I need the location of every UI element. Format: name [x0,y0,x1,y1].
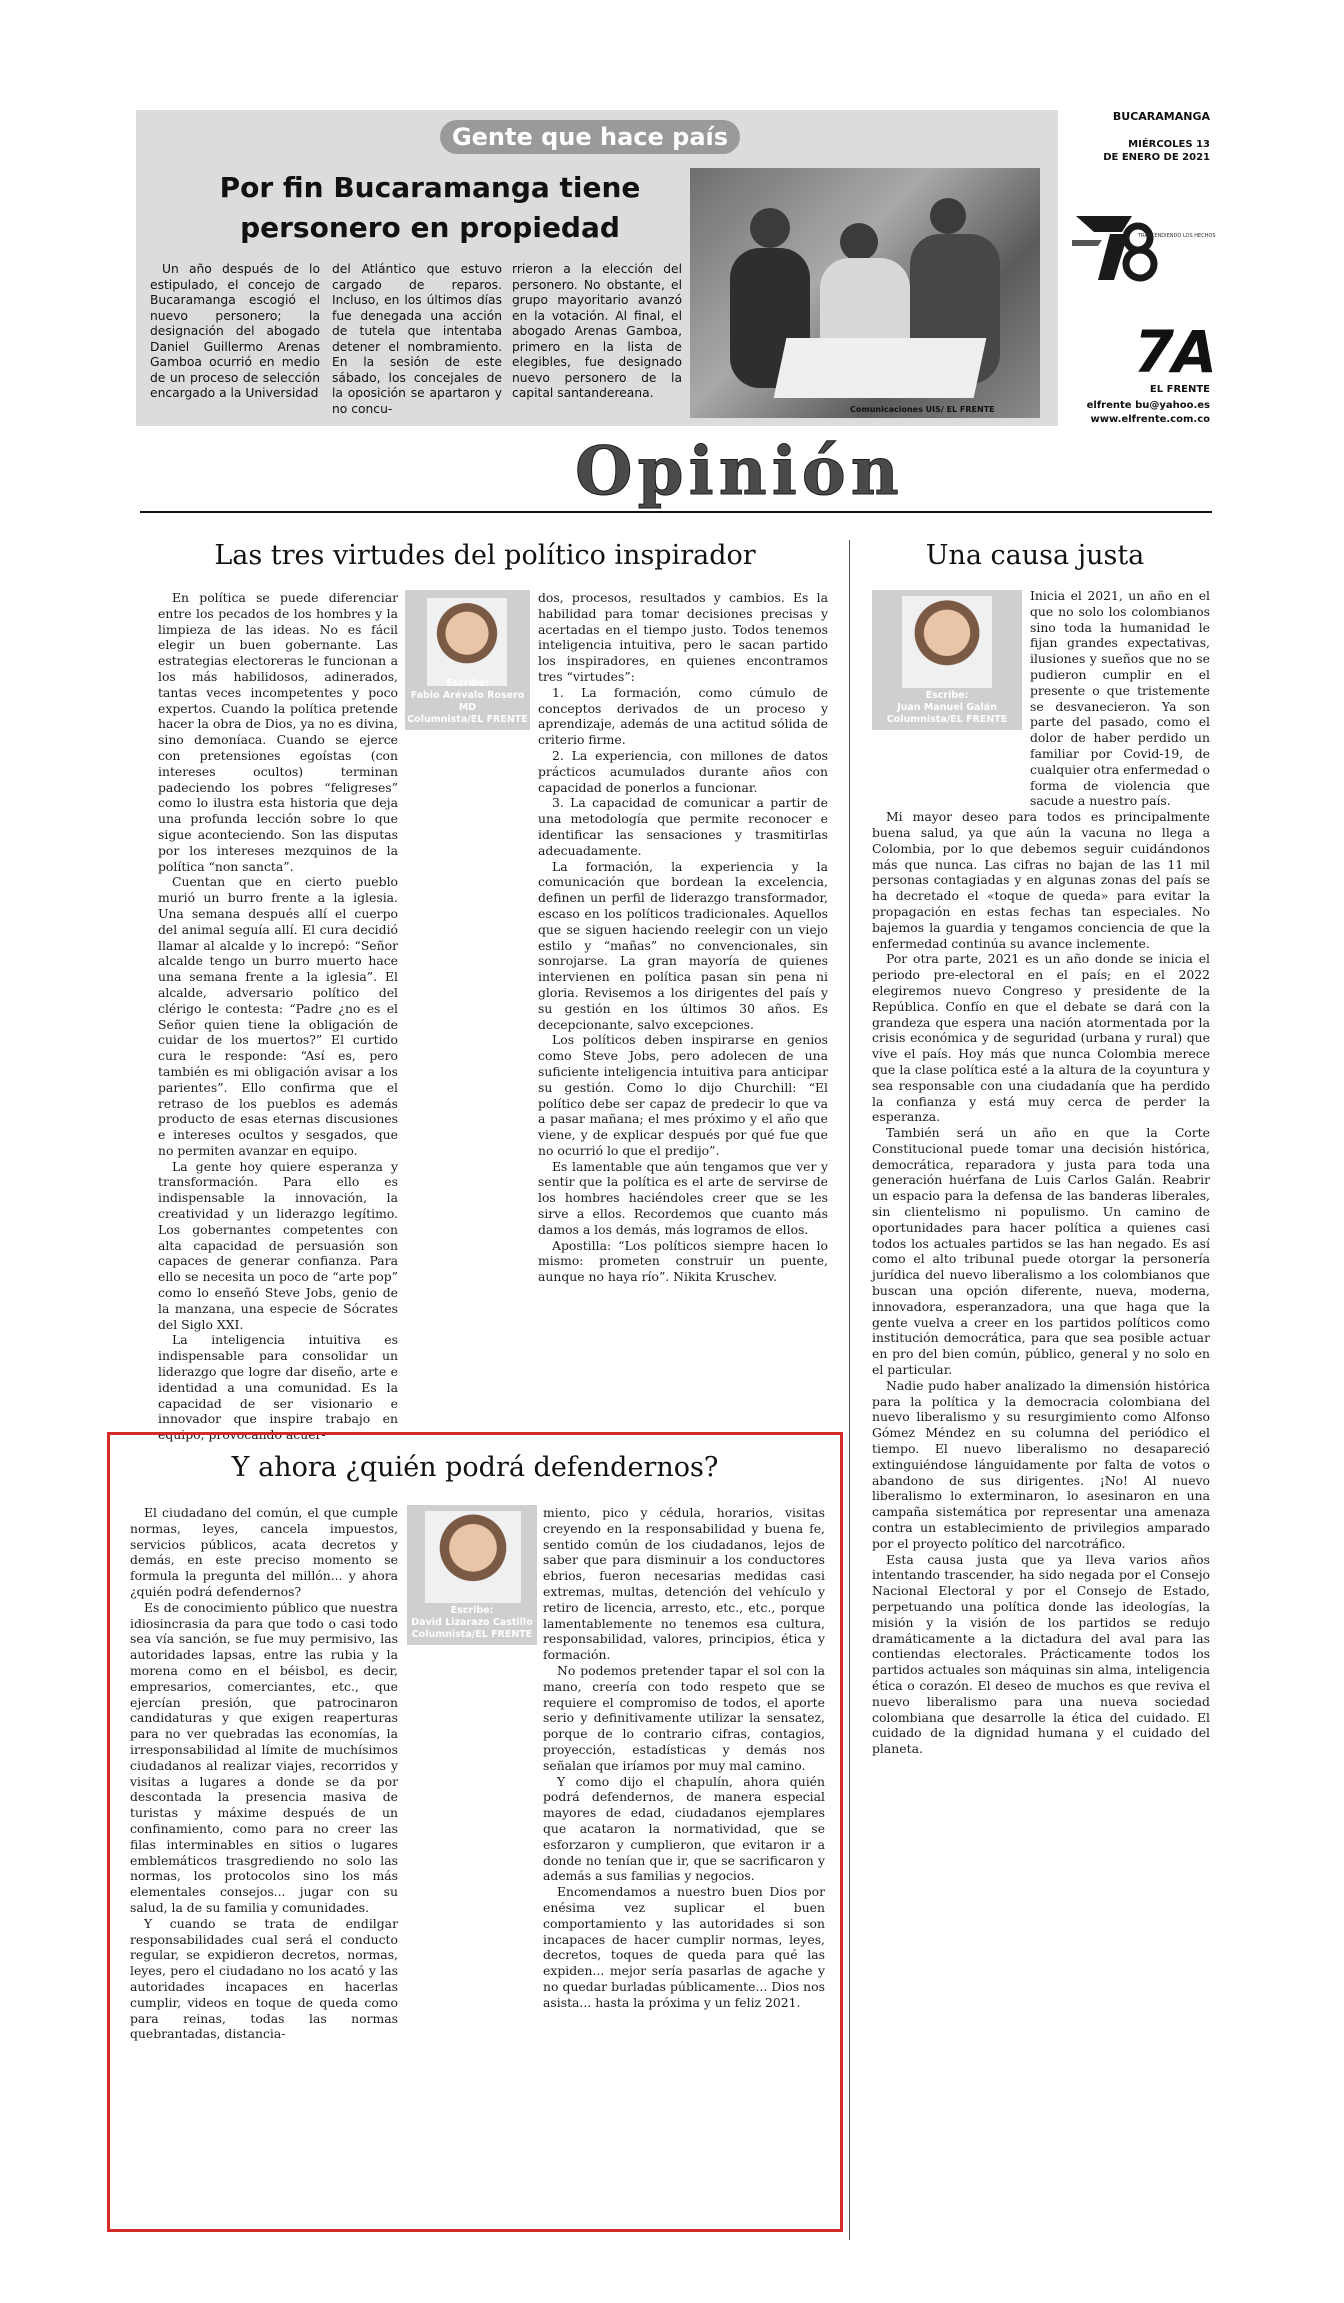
author-photo [425,1511,521,1603]
banner-col-2 [332,262,502,417]
author-name: David Lizarazo Castillo [411,1617,533,1628]
article-1-paragraph: Cuentan que en cierto pueblo murió un burro frente a la iglesia. Una semana después allí el cuerpo del animal seguía allí. El cura decidió llamar al alcalde y lo increpó: “Señor alcalde tengo un burro muerto hace una semana frente a la iglesia”. El alcalde, adversario político del clérigo le contesta: “Padre ¿no es el Señor quien tiene la obligación de cuidar de los muertos?” El curtido cura le responde: “Así es, pero también es mi obligación avisar a los parientes”. Ello confirma que el retraso de los pueblos es además producto de esas eternas discusiones e intereses ocultos y sesgados, que no permiten avanzar en equipo. [158,874,398,1158]
article-1-paragraph: Apostilla: “Los políticos siempre hacen lo mismo: prometen construir un puente, aunque no haya río”. Nikita Kruschev. [538,1237,828,1285]
article-3-paragraph: Y cuando se trata de endilgar responsabilidades cual será el conducto regular, se expidieron decretos, normas, leyes, pero el ciudadano no los acató y las autoridades incapaces en hacerlas cumplir, videos en toque de queda como para reinas, todas las normas quebrantadas, distancia- [130,1915,398,2042]
author-label: Escribe: [450,1605,494,1616]
banner-col-1-text: Un año después de lo estipulado, el concejo de Bucaramanga escogió el nuevo personero; la designación del abogado Daniel Guillermo Arenas Gamboa ocurrió en medio de un proceso de selección encargado a la Universidad [150,262,320,400]
newspaper-logo [1072,210,1192,284]
banner-col-2-text: del Atlántico que estuvo cargado de reparos. Incluso, en los últimos días fue denegada una acción de tutela que intentaba detener el nombramiento. En la sesión de este sábado, los concejales de la oposición se apartaron y no concu- [332,262,502,416]
article-2-paragraph: Por otra parte, 2021 es un año donde se inicia el periodo pre-electoral en el país; en el 2022 elegiremos nuevo Congreso y presidente de la República. Confío en que el debate se dará con la grandeza que espera una nación atormentada por la crisis económica y de seguridad (urbana y rural) que vive el país. Hoy más que nunca Colombia merece que la clase política esté a la altura de la coyuntura y sea responsable con una ciudadanía que ha perdido la confianza y está muy cerca de perder la esperanza. [872,951,1210,1125]
article-2-paragraph: También será un año en que la Corte Constitucional puede tomar una decisión histórica, democrática, reparadora y justa para toda una generación huérfana de Luis Carlos Galán. Reabrir un espacio para la defensa de las banderas liberales, sin clientelismo ni populismo. Un camino de oportunidades para hacer política a quienes casi todos los actuales partidos se las han negado. Es así como el alto tribunal puede otorgar la personería jurídica del nuevo liberalismo a los colombianos que buscan una opción diferente, nueva, moderna, innovadora, esperanzadora, una que haga que la gente vuelva a creer en los partidos políticos como institución democrática, para que sea posible actuar en pro del bien común, público, general y no solo en el particular. [872,1125,1210,1378]
article-2-body [872,588,1210,1757]
banner-photo [690,168,1040,418]
article-3-paragraph: miento, pico y cédula, horarios, visitas creyendo en la responsabilidad y buena fe, sentido común de los ciudadanos, lejos de saber que para disminuir a los conductores ebrios, fueron necesarias medidas casi extremas, multas, detención del vehículo y retiro de licencia, arresto, etc., etc., porque lamentablemente no tenemos esa cultura, responsabilidad, valores, principios, ética y formación. [543,1505,825,1663]
article-2-paragraph: Mi mayor deseo para todos es principalmente buena salud, ya que aún la vacuna no llega a Colombia, por lo que debemos seguir cuidándonos más que nunca. Las cifras no bajan de las 11 mil personas contagiadas y en algunas zonas del país se ha decretado el «toque de queda» para evitar la propagación en estas fechas tan especiales. No bajemos la guardia y tengamos conciencia de que la enfermedad continúa su avance inclemente. [872,809,1210,951]
author-role: Columnista/EL FRENTE [886,714,1008,725]
article-1-paragraph: Es lamentable que aún tengamos que ver y sentir que la política es el arte de servirse de los hombres haciéndoles creer que se les sirve a ellos. Recordemos que cuanto más damos a los demás, más logramos de ellos. [538,1158,828,1237]
logo-tagline: TRASCENDIENDO LOS HECHOS [1138,233,1216,239]
article-3-paragraph: El ciudadano del común, el que cumple normas, leyes, cancela impuestos, servicios públicos, acata decretos y demás, en este preciso momento se formula la pregunta del millón... y ahora ¿quién podrá defendernos? [130,1505,398,1599]
author-box-arevalo [405,590,530,730]
article-1-paragraph: La inteligencia intuitiva es indispensable para consolidar un liderazgo que logre dar diseño, arte e identidad a una comunidad. Es la capacidad de ser visionario e innovador que inspire trabajo en equipo, provocando acuer- [158,1332,398,1443]
article-3-paragraph: Es de conocimiento público que nuestra idiosincrasia da para que todo o casi todo sea vía sanción, se fue muy permisivo, las autoridades lapsas, entre las rubia y la morena como en el béisbol, es decir, empresarios, comerciantes, etc., que ejercían presión, que patrocinaron candidaturas y que exigen reaperturas para no ver quebradas las economías, la irresponsabilidad al límite de muchísimos ciudadanos al realizar viajes, recorridos y visitas a lugares a donde se da por descontada la presencia masiva de turistas y máxime después de un confinamiento, como para no creer las filas interminables en sitios o lugares emblemáticos trasgrediendo no solo las normas, los protocolos sino los más elementales consejos... jugar con su salud, la de su familia y comunidades. [130,1599,398,1915]
article-2-title: Una causa justa [925,540,1145,571]
column-divider [849,540,850,2240]
author-role: Columnista/EL FRENTE [407,714,528,725]
article-1-paragraph: En política se puede diferenciar entre los pecados de los hombres y la limpieza de las ideas. No es fácil elegir un buen gobernante. Las estrategias electoreras le funcionan a los más habilidosos, adinerados, tantas veces incompetentes y poco expertos. Cuando la política pretende hacer la obra de Dios, ya no es divina, sino demoníaca. Cuando se ejerce con pretensiones egoístas (con intereses ocultos) terminan padeciendo los pobres “feligreses” como lo ilustra esta historia que deja una profunda lección sobre lo que sigue aconteciendo. Son las disputas por los intereses mezquinos de la política “non sancta”. [158,590,398,874]
banner-kicker: Gente que hace país [440,120,740,154]
article-2-paragraph: Nadie pudo haber analizado la dimensión histórica para la política y la democracia colombiana del nuevo liberalismo y su resurgimiento como Alfonso Gómez Méndez en su columna del periódico el tiempo. El nuevo liberalismo no desapareció extinguiéndose lánguidamente por falta de votos o abandono de sus dirigentes. ¡No! Al nuevo liberalismo lo exterminaron, lo asesinaron en una campaña sistemática por representar una amenaza contra un establecimiento de privilegios amparado por el proyecto político del narcotráfico. [872,1377,1210,1551]
author-caption [407,1605,537,1641]
header-date-line1: MIÉRCOLES 13 [1128,139,1210,150]
article-1-paragraph: dos, procesos, resultados y cambios. Es la habilidad para tomar decisiones precisas y acertadas en el tiempo justo. Todos tenemos inteligencia intuitiva, pero le sacan partido los inspiradores, en quienes encontramos tres “virtudes”: [538,590,828,684]
author-role: Columnista/EL FRENTE [411,1629,533,1640]
banner-col-1 [150,262,320,402]
article-1-paragraph: Los políticos deben inspirarse en genios como Steve Jobs, pero adolecen de una suficiente inteligencia intuitiva para anticipar su gestión. Como lo dijo Churchill: “El político debe ser capaz de predecir lo que va a pasar mañana; el mes próximo y el año que viene, y de explicar después por qué fue que no ocurrió lo que el predijo”. [538,1032,828,1158]
article-3-paragraph: Y como dijo el chapulín, ahora quién podrá defendernos, de manera especial mayores de edad, ciudadanos ejemplares que acataron la normatividad, que se esforzaron y cumplieron, que evitaron ir a donde no tenían que ir, que se sacrificaron y además a sus familias y negocios. [543,1773,825,1884]
author-box-lizarazo [407,1505,537,1645]
article-2-paragraph: Esta causa justa que ya lleva varios años intentando trascender, ha sido negada por el Consejo Nacional Electoral y por el Consejo de Estado, perpetuando una política donde las ideologías, la misión y la visión de los partidos se redujo dramáticamente a la dictadura del aval para las contiendas electorales. Prácticamente todos los partidos actuales son máquinas sin alma, inteligencia ética o corazón. El deseo de muchos es que reviva el nuevo liberalismo para una nueva sociedad colombiana que desarrolle la ética del cuidado. El cuidado de la dignidad humana y el cuidado del planeta. [872,1551,1210,1757]
author-label: Escribe: [925,690,969,701]
author-label: Escribe: [446,678,489,689]
header-date-line2: DE ENERO DE 2021 [1103,152,1210,163]
article-1-paragraph: La gente hoy quiere esperanza y transformación. Para ello es indispensable la innovación, la creatividad y un liderazgo legítimo. Los gobernantes competentes con alta capacidad de persuasión son capaces de generar confianza. Para ello se necesita un poco de “arte pop” como lo enseñó Steve Jobs, genio de la manzana, una especie de Sócrates del Siglo XXI. [158,1158,398,1332]
author-name: Juan Manuel Galán [897,702,997,713]
article-3-paragraph: No podemos pretender tapar el sol con la mano, creería con todo respeto que se requiere el compromiso de todos, el aporte serio y definitivamente utilizar la sensatez, porque de lo contrario cifras, contagios, proyección, estadísticas y demás nos señalan que iríamos por muy mal camino. [543,1662,825,1773]
section-title: Opinión [575,432,904,510]
photo-credit: Comunicaciones UIS/ EL FRENTE [850,405,995,414]
article-2-paragraph: Inicia el 2021, un año en el que no solo los colombianos sino toda la humanidad le fijan grandes expectativas, ilusiones y sueños que no se pudieron cumplir en el presente o que tristemente se desvanecieron. Ya son parte del pasado, como el dolor de haber perdido un familiar por Covid-19, de cualquier otra enfermedad o forma de violencia que sacude a nuestro país. [1030,588,1210,809]
page-number: 7A [1133,318,1215,386]
banner-col-3-text: rrieron a la elección del personero. No obstante, el grupo mayoritario avanzó en la votación. Al final, el abogado Arenas Gamboa, primero en la lista de elegibles, fue designado nuevo personero de la capital santandereana. [512,262,682,400]
article-1-col-2 [538,590,828,1285]
article-1-paragraph: La formación, la experiencia y la comunicación que bordean la excelencia, definen un perfil de liderazgo transformador, escaso en los políticos tradicionales. Aquellos que se siguen haciendo reelegir con un viejo estilo y “mañas” no convencionales, sin sonrojarse. La gran mayoría de quienes intervienen en política pasan sin pena ni gloria. Revisemos a los dirigentes del país y su gestión en los últimos 30 años. Es decepcionante, salvo excepciones. [538,858,828,1032]
article-3-paragraph: Encomendamos a nuestro buen Dios por enésima vez suplicar el buen comportamiento y las autoridades si son incapaces de hacer cumplir normas, leyes, decretos, toques de queda para qué las expiden... mejor sería pasarlas de agache y no quedar burladas públicamente... Dios nos asista... hasta la próxima y un feliz 2021. [543,1884,825,2010]
article-3-col-2 [543,1505,825,2011]
banner-col-3 [512,262,682,402]
author-name: Fabio Arévalo Rosero MD [410,690,525,713]
author-caption [405,678,530,726]
article-3-col-1 [130,1505,398,2042]
paper-name: EL FRENTE [1149,384,1210,395]
section-rule [140,511,1212,513]
article-1-paragraph: 3. La capacidad de comunicar a partir de una metodología que permite reconocer e identificar las sensaciones y trasmitirlas adecuadamente. [538,795,828,858]
article-1-col-1 [158,590,398,1443]
paper-website[interactable]: www.elfrente.com.co [1090,414,1210,425]
header-date [1060,138,1210,164]
banner-title: Por fin Bucaramanga tiene personero en propiedad [219,171,641,244]
paper-email[interactable]: elfrente bu@yahoo.es [1086,400,1210,411]
article-1-paragraph: 1. La formación, como cúmulo de conceptos derivados de un proceso y aprendizaje, además de una actitud sólida de criterio firme. [538,684,828,748]
article-1-paragraph: 2. La experiencia, con millones de datos prácticos acumulados durante años con capacidad de ponerlos a funcionar. [538,747,828,795]
header-city: BUCARAMANGA [1112,110,1210,123]
article-1-title: Las tres virtudes del político inspirador [214,540,756,571]
author-photo [427,598,507,686]
article-3-title: Y ahora ¿quién podrá defendernos? [231,1452,719,1483]
